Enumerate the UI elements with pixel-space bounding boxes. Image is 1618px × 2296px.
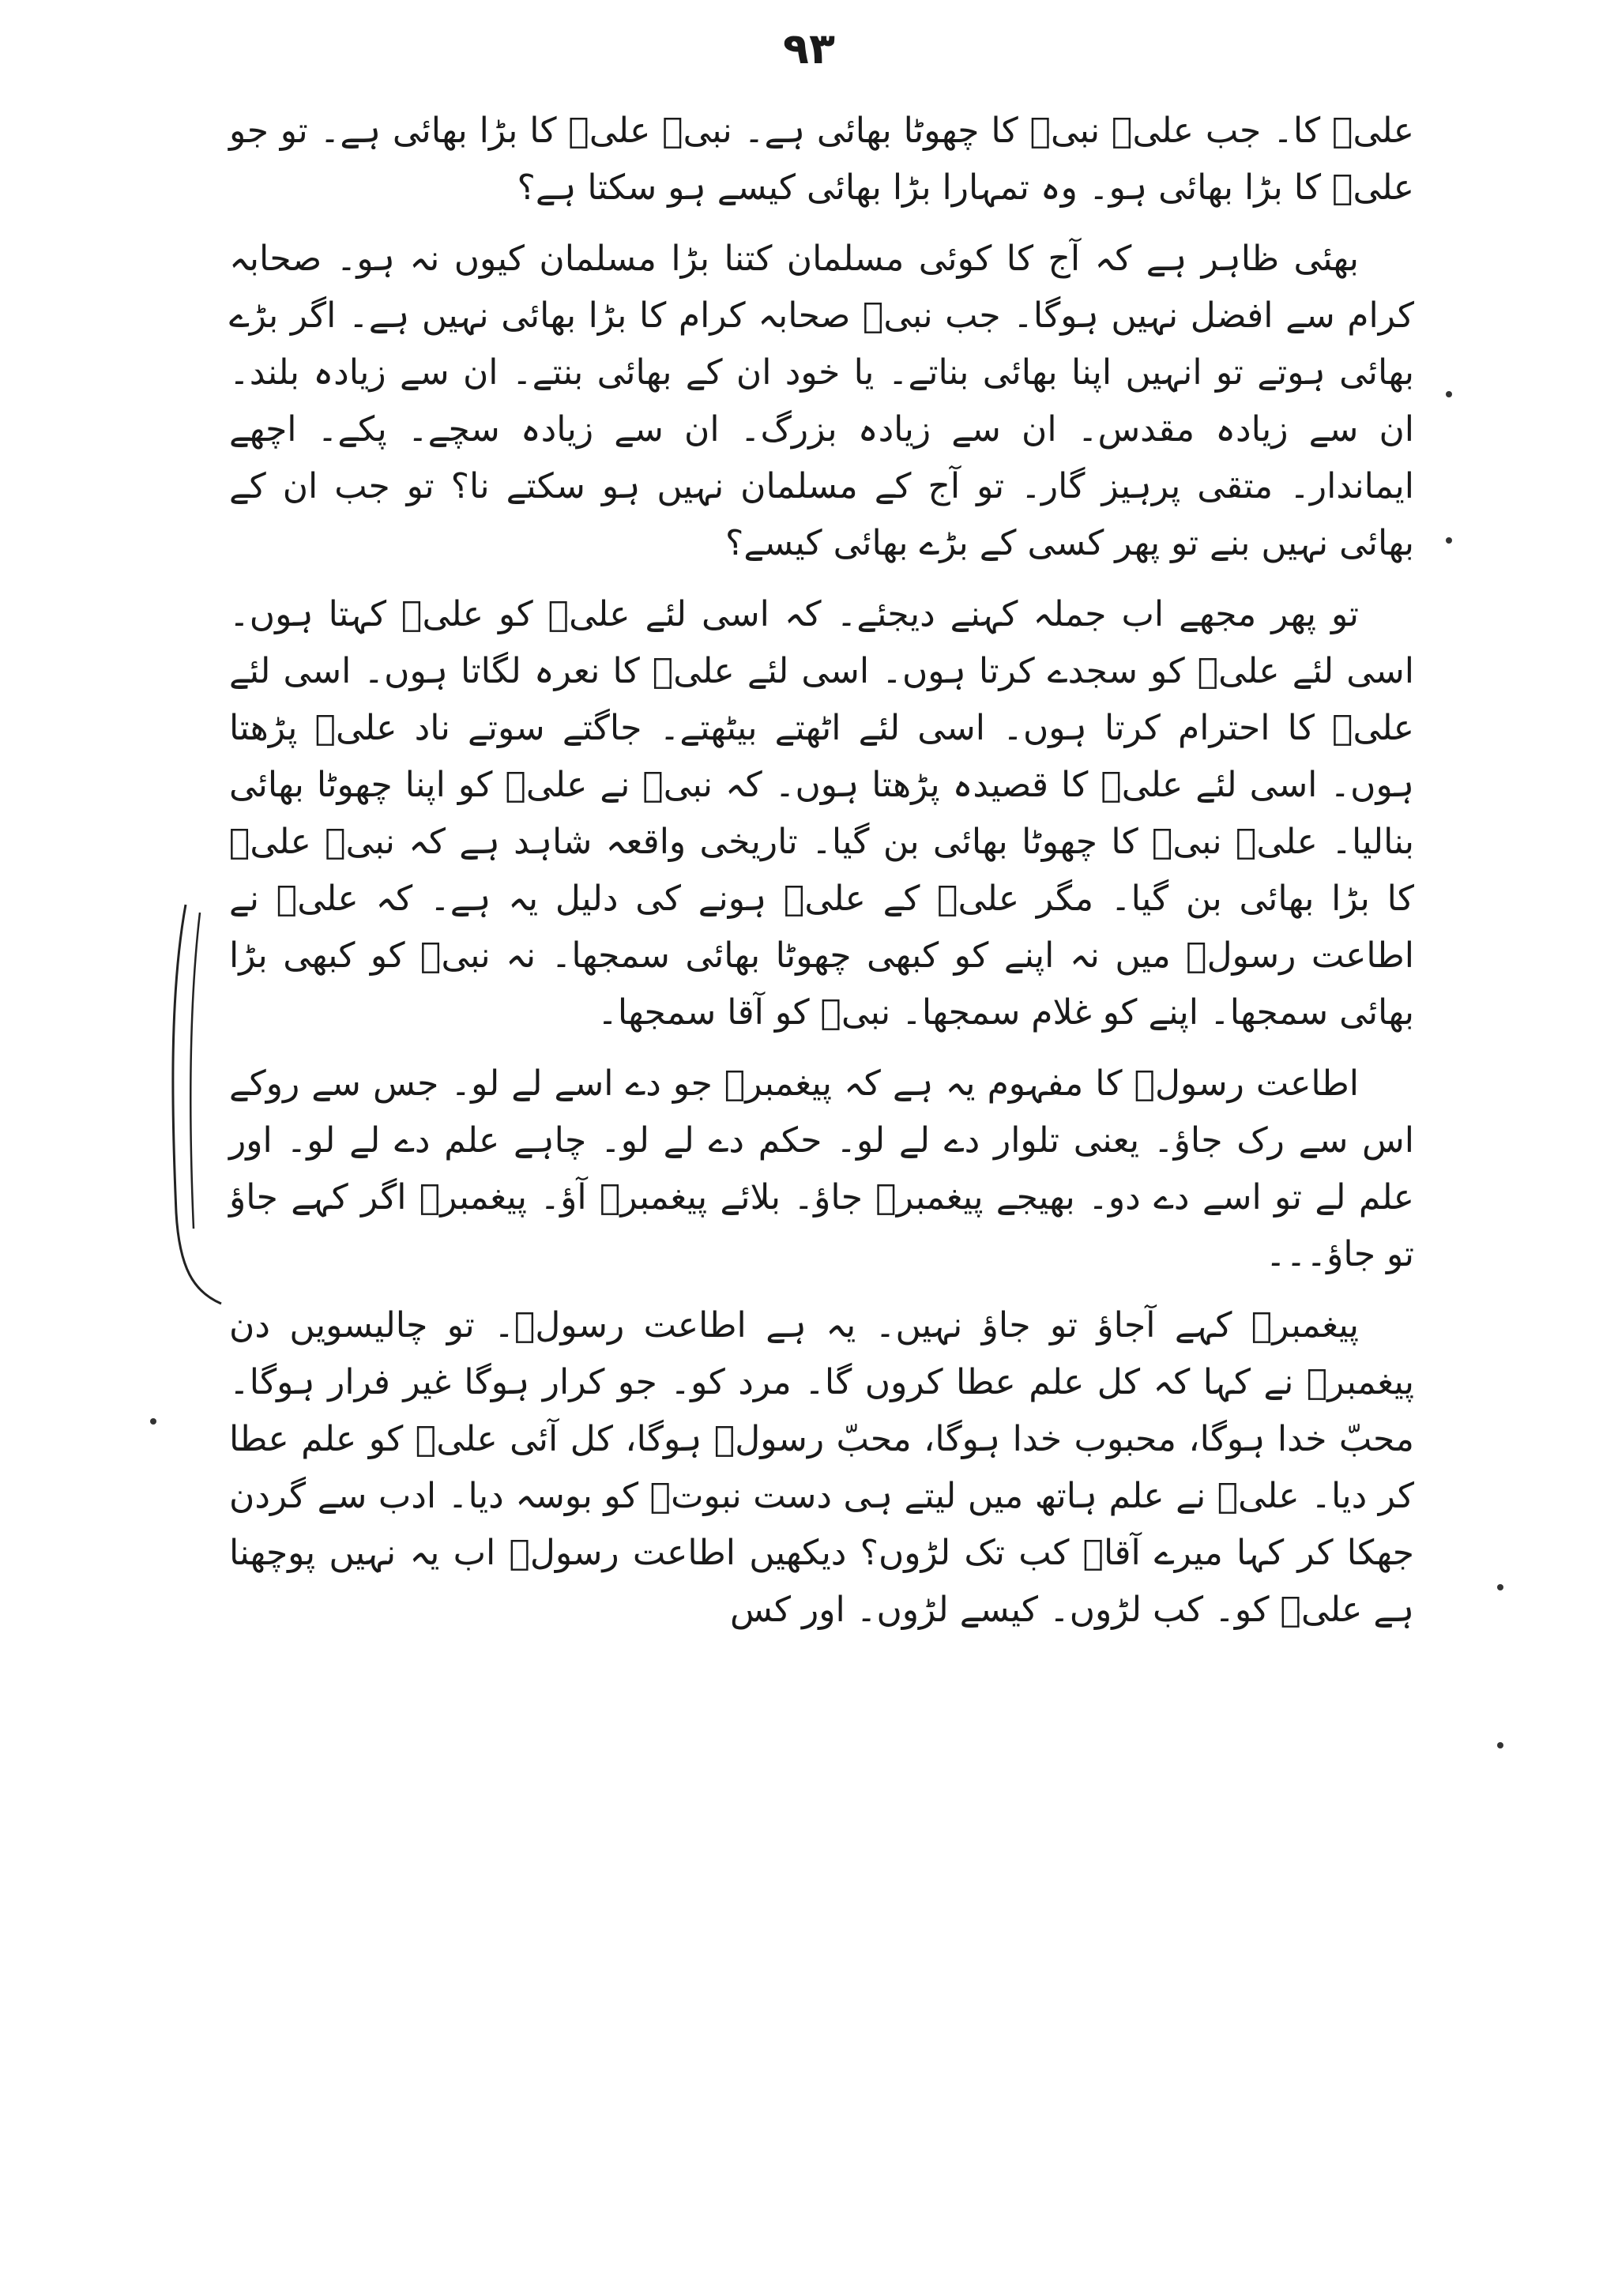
body-text [229,103,1414,1653]
margin-dot [1497,1742,1503,1748]
page-number: ۹۳ [783,24,835,73]
paragraph-4: اطاعت رسولؐ کا مفہوم یہ ہے کہ پیغمبرؐ جو دے اسے لے لو۔ جس سے روکے اس سے رک جاؤ۔ یعنی تلوار دے لے لو۔ حکم دے لے لو۔ چاہے علم دے لے لو۔ اور علم لے تو اسے دے دو۔ بھیجے پیغمبرؐ جاؤ۔ بلائے پیغمبرؐ آؤ۔ پیغمبرؐ اگر کہے جاؤ تو جاؤ۔۔۔ [229,1063,1414,1274]
margin-dot [1497,1584,1503,1590]
paragraph-3: تو پھر مجھے اب جملہ کہنے دیجئے۔ کہ اسی لئے علیؑ کو علیؑ کہتا ہوں۔ اسی لئے علیؑ کو سجدے کرتا ہوں۔ اسی لئے علیؑ کا نعرہ لگاتا ہوں۔ اسی لئے علیؑ کا احترام کرتا ہوں۔ اسی لئے اٹھتے بیٹھتے۔ جاگتے سوتے ناد علیؑ پڑھتا ہوں۔ اسی لئے علیؑ کا قصیدہ پڑھتا ہوں۔ کہ نبیؐ نے علیؑ کو اپنا چھوٹا بھائی بنالیا۔ علیؑ نبیؐ کا چھوٹا بھائی بن گیا۔ تاریخی واقعہ شاہد ہے کہ نبیؐ علیؑ کا بڑا بھائی بن گیا۔ مگر علیؑ کے علیؑ ہونے کی دلیل یہ ہے۔ کہ علیؑ نے اطاعت رسولؐ میں نہ اپنے کو کبھی چھوٹا بھائی سمجھا۔ نہ نبیؐ کو کبھی بڑا بھائی سمجھا۔ اپنے کو غلام سمجھا۔ نبیؐ کو آقا سمجھا۔ [229,594,1414,1033]
margin-dot [1446,391,1452,397]
margin-bracket-mark [162,897,233,1308]
margin-dot [1446,537,1452,544]
paragraph-1: علیؑ کا۔ جب علیؑ نبیؐ کا چھوٹا بھائی ہے۔ نبیؐ علیؑ کا بڑا بھائی ہے۔ تو جو علیؑ کا بڑا بھائی ہو۔ وہ تمہارا بڑا بھائی کیسے ہو سکتا ہے؟ [229,111,1414,208]
paragraph-5: پیغمبرؐ کہے آجاؤ تو جاؤ نہیں۔ یہ ہے اطاعت رسولؐ۔ تو چالیسویں دن پیغمبرؐ نے کہا کہ کل علم عطا کروں گا۔ مرد کو۔ جو کرار ہوگا غیر فرار ہوگا۔ محبّ خدا ہوگا، محبوب خدا ہوگا، محبّ رسولؐ ہوگا، کل آئی علیؑ کو علم عطا کر دیا۔ علیؑ نے علم ہاتھ میں لیتے ہی دست نبوتؐ کو بوسہ دیا۔ ادب سے گردن جھکا کر کہا میرے آقاؐ کب تک لڑوں؟ دیکھیں اطاعت رسولؐ اب یہ نہیں پوچھنا ہے علیؑ کو۔ کب لڑوں۔ کیسے لڑوں۔ اور کس [229,1305,1414,1630]
margin-dot [150,1418,156,1425]
paragraph-2: بھئی ظاہر ہے کہ آج کا کوئی مسلمان کتنا بڑا مسلمان کیوں نہ ہو۔ صحابہ کرام سے افضل نہیں ہوگا۔ جب نبیؐ صحابہ کرام کا بڑا بھائی نہیں ہے۔ اگر بڑے بھائی ہوتے تو انہیں اپنا بھائی بناتے۔ یا خود ان کے بھائی بنتے۔ ان سے زیادہ بلند۔ ان سے زیادہ مقدس۔ ان سے زیادہ بزرگ۔ ان سے زیادہ سچے۔ پکے۔ اچھے ایماندار۔ متقی پرہیز گار۔ تو آج کے مسلمان نہیں ہو سکتے نا؟ تو جب ان کے بھائی نہیں بنے تو پھر کسی کے بڑے بھائی کیسے؟ [229,239,1414,563]
